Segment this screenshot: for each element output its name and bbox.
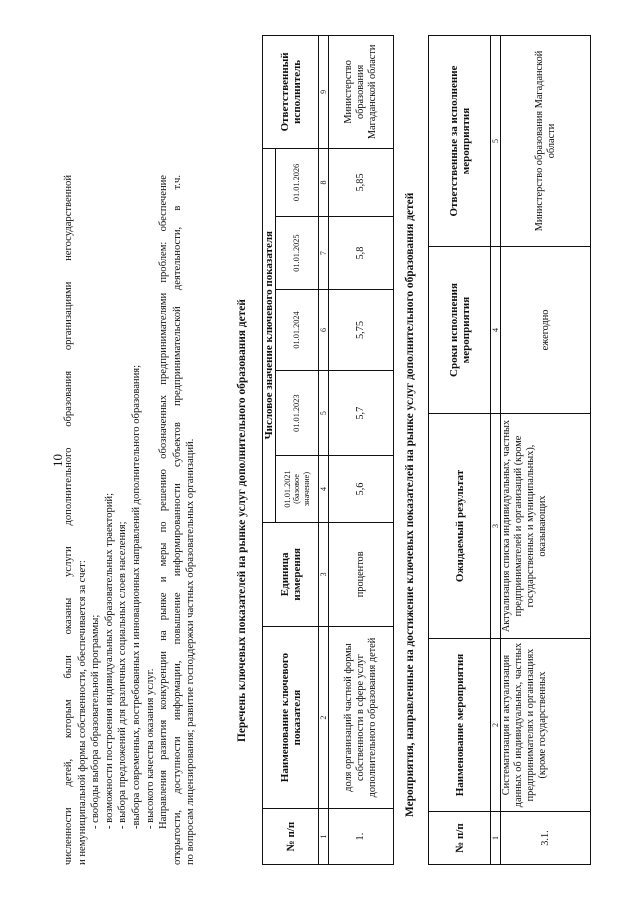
cell-num: 3.1.	[501, 812, 591, 865]
cell-unit: процентов	[329, 522, 394, 626]
cell-responsible: Министерство образования Магаданской области	[329, 36, 394, 149]
column-number: 7	[319, 217, 329, 290]
header-base-value: 01.01.2021 (базовое значение)	[276, 456, 319, 522]
column-number: 1	[491, 812, 501, 865]
header-2025: 01.01.2025	[276, 217, 319, 290]
header-2024: 01.01.2024	[276, 289, 319, 370]
cell-indicator-name: доля организаций частной формы собственности в сфере услуг дополнительного образования детей	[329, 626, 394, 808]
text-line: - высокого качества оказания услуг.	[144, 668, 156, 829]
header-expected-result: Ожидаемый результат	[429, 414, 491, 639]
cell-base-value: 5,6	[329, 456, 394, 522]
header-unit: Единица измерения	[263, 522, 319, 626]
header-measure-name: Наименование мероприятия	[429, 639, 491, 812]
cell-2026: 5,85	[329, 148, 394, 216]
column-number: 1	[319, 809, 329, 865]
cell-2025: 5,8	[329, 217, 394, 290]
column-number: 6	[319, 289, 329, 370]
column-number: 3	[319, 522, 329, 626]
cell-2024: 5,75	[329, 289, 394, 370]
cell-responsible: Министерство образования Магаданской области	[501, 36, 591, 247]
header-2023: 01.01.2023	[276, 371, 319, 456]
table-row	[501, 36, 591, 865]
column-number: 2	[491, 639, 501, 812]
text-line: по вопросам лицензирования; развитие господдержки частных образовательных организаций.	[185, 438, 197, 865]
table-row	[329, 36, 394, 865]
column-number: 5	[319, 371, 329, 456]
measures-table	[428, 35, 591, 865]
column-number: 8	[319, 148, 329, 216]
header-indicator-name: Наименование ключевого показателя	[263, 626, 319, 808]
header-responsible: Ответственный исполнитель	[263, 36, 319, 149]
column-number: 5	[491, 36, 501, 247]
cell-measure-name: Систематизация и актуализация данных об индивидуальных, частных предпринимателях и организациях (кроме государственных	[501, 639, 591, 812]
text-line: - выбора предложений для различных социальных слоев населения;	[117, 521, 129, 829]
column-number: 4	[319, 456, 329, 522]
header-2026: 01.01.2026	[276, 148, 319, 216]
header-responsible: Ответственные за исполнение мероприятия	[429, 36, 491, 247]
header-values-group: Числовое значение ключевого показателя	[263, 148, 276, 522]
header-terms: Сроки исполнения мероприятия	[429, 247, 491, 414]
text-line: Направления развития конкуренции на рынке и меры по решению обозначенных предпринимателями проблем: обеспечение	[158, 175, 170, 829]
cell-num: 1.	[329, 809, 394, 865]
header-num: № п/п	[263, 809, 319, 865]
cell-terms: ежегодно	[501, 247, 591, 414]
column-number: 3	[491, 414, 501, 639]
column-number: 2	[319, 626, 329, 808]
text-line: численности детей, которым были оказаны услуги дополнительного образования организациями негосударственной	[63, 175, 74, 865]
table2-title: Мероприятия, направленные на достижение ключевых показателей на рынке услуг дополнительного образования детей	[404, 192, 416, 817]
intro-paragraph	[62, 175, 198, 865]
column-number: 9	[319, 36, 329, 149]
cell-2023: 5,7	[329, 371, 394, 456]
text-line: и немуниципальной формы собственности, обеспечивается за счет:	[76, 560, 88, 865]
column-number: 4	[491, 247, 501, 414]
text-line: - возможности построения индивидуальных образовательных траекторий;	[103, 492, 115, 829]
key-indicators-table	[262, 35, 394, 865]
text-line: -выбора современных, востребованных и инновационных направлений дополнительного образования;	[130, 364, 142, 829]
text-line: открытости, доступности информации, повышение информированности субъектов предпринимательской деятельности, в т.ч.	[171, 175, 183, 865]
header-num: № п/п	[429, 812, 491, 865]
cell-expected-result: Актуализация списка индивидуальных, частных предпринимателей и организаций (кроме государственных и муниципальных), оказывающих	[501, 414, 591, 639]
table1-title: Перечень ключевых показателей на рынке услуг дополнительного образования детей	[236, 299, 248, 742]
text-line: - свободы выбора образовательной программы;	[90, 614, 102, 829]
page-number: 10	[50, 454, 65, 467]
